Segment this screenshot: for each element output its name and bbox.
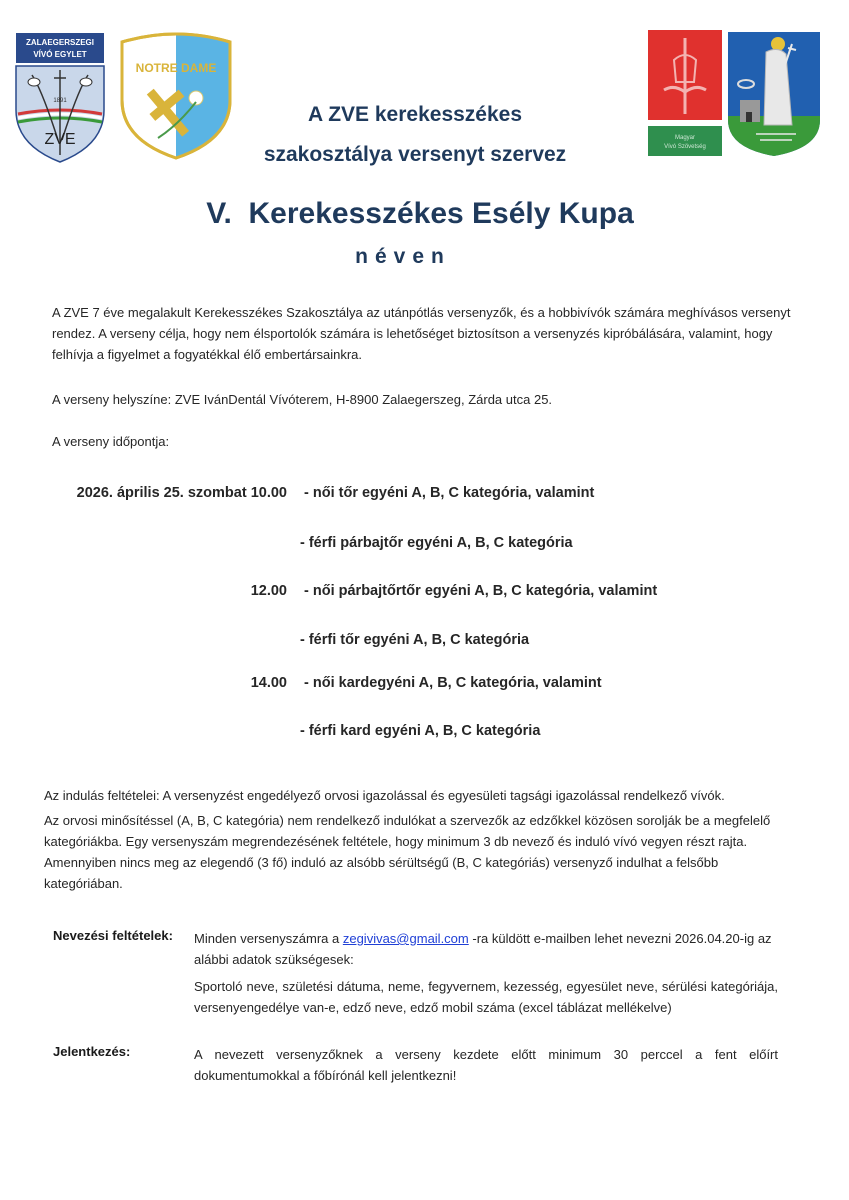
schedule-event: - férfi kard egyéni A, B, C kategória — [300, 723, 541, 739]
svg-text:NOTRE DAME: NOTRE DAME — [135, 61, 217, 75]
schedule-time: 14.00 — [250, 675, 287, 691]
svg-text:ZALAEGERSZEGI: ZALAEGERSZEGI — [25, 38, 95, 47]
header-line-2: szakosztálya versenyt szervez — [263, 143, 567, 166]
schedule-event: - női kardegyéni A, B, C kategória, valamint — [304, 675, 602, 691]
entry-text-after: -ra küldött e-mailben lehet nevezni 2026.04.20-ig az alábbi adatok szükségesek: — [194, 931, 772, 967]
main-title: V. Kerekesszékes Esély Kupa — [206, 197, 634, 230]
entry-label: Nevezési feltételek: — [53, 928, 173, 943]
schedule-event: - női tőr egyéni A, B, C kategória, valamint — [304, 485, 595, 501]
svg-text:VÍVÓ EGYLET: VÍVÓ EGYLET — [33, 50, 87, 59]
conditions-line: Az indulás feltételei: A versenyzést engedélyező orvosi igazolással és egyesületi tagsági igazolással rendelkező vívók. — [44, 788, 725, 803]
notre-dame-logo — [118, 30, 234, 162]
svg-text:1891: 1891 — [53, 98, 67, 104]
svg-text:ZVE: ZVE — [44, 131, 76, 148]
subtitle: néven — [355, 245, 451, 268]
schedule-time: 2026. április 25. szombat 10.00 — [76, 485, 287, 501]
email-link[interactable]: zegivivas@gmail.com — [342, 931, 469, 946]
schedule-event: - férfi párbajtőr egyéni A, B, C kategória — [300, 535, 573, 551]
checkin-label: Jelentkezés: — [53, 1044, 131, 1059]
svg-text:Vívó Szövetség: Vívó Szövetség — [664, 144, 706, 150]
entry-text-before: Minden versenyszámra a — [194, 931, 343, 946]
schedule-time: 12.00 — [250, 583, 287, 599]
venue-text: A verseny helyszíne: ZVE IvánDentál Vívóterem, H-8900 Zalaegerszeg, Zárda utca 25. — [52, 392, 553, 407]
zalaegerszeg-coat-of-arms — [726, 30, 822, 158]
date-label: A verseny időpontja: — [52, 434, 170, 449]
conditions-paragraph: Az orvosi minősítéssel (A, B, C kategória) nem rendelkező indulókat a szervezők az edzőkkel közösen sorolják be a megfelelő kategóriákba. Egy versenyszám megrendezésének feltétele, hogy minimum 3 db nevező és induló vívó vegyen részt rajta. Amennyiben nincs meg az elegendő (3 fő) induló az alsóbb sérültségű (B, C kategóriás) versenyző indulhat a felsőbb kategóriában. — [44, 813, 771, 891]
entry-text — [194, 928, 794, 970]
required-data-text: Sportoló neve, születési dátuma, neme, fegyvernem, kezesség, egyesület neve, sérülési kategóriája, versenyengedélye van-e, edző neve, edző mobil száma (excel táblázat mellékelve) — [194, 979, 778, 1015]
zve-logo — [12, 30, 108, 165]
header-line-1: A ZVE kerekesszékes — [307, 103, 523, 126]
checkin-text: A nevezett versenyzőknek a verseny kezdete előtt minimum 30 perccel a fent előírt dokumentumokkal a főbírónál kell jelentkezni! — [194, 1047, 778, 1083]
intro-paragraph: A ZVE 7 éve megalakult Kerekesszékes Szakosztálya az utánpótlás versenyzők, és a hobbivívók számára meghívásos versenyt rendez. A verseny célja, hogy nem élsportolók számára is lehetőséget biztosítson a versenyzés kipróbálására, valamint, hogy felhívja a figyelmet a fogyatékkal élő embertársainkra. — [52, 305, 791, 362]
schedule-event: - női párbajtőrtőr egyéni A, B, C kategória, valamint — [304, 583, 658, 599]
svg-text:Magyar: Magyar — [674, 135, 696, 141]
magyar-vivo-szovetseg-logo — [648, 30, 722, 156]
schedule-event: - férfi tőr egyéni A, B, C kategória — [300, 632, 530, 648]
